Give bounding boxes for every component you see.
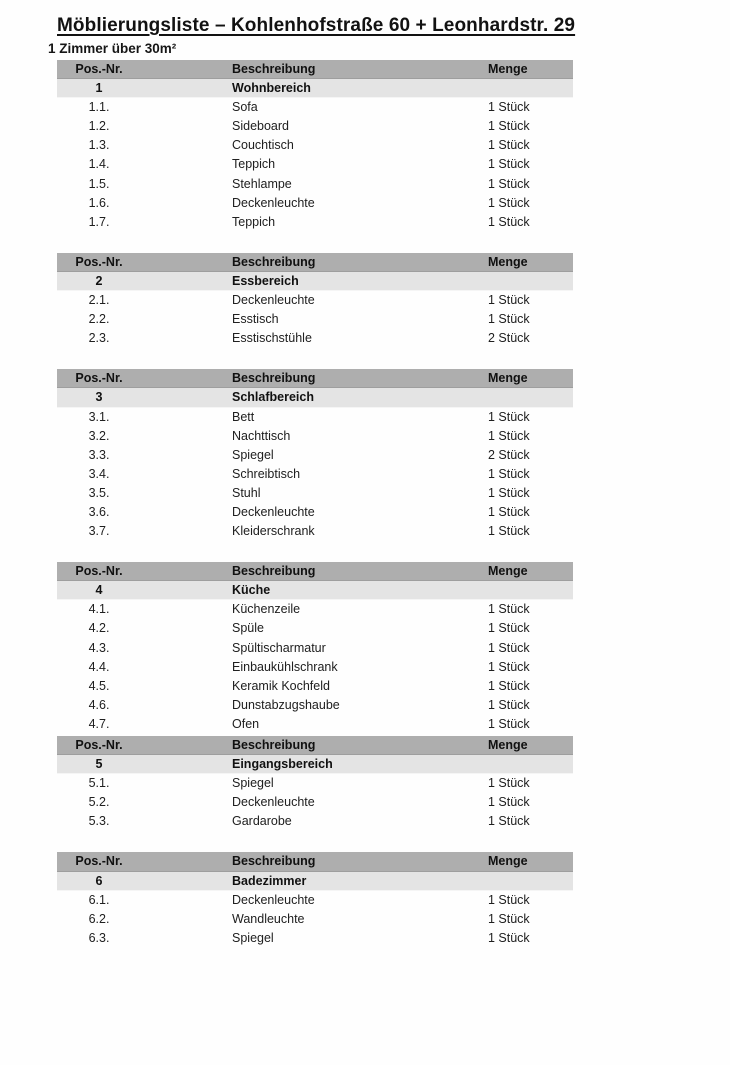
table-row bbox=[57, 929, 573, 948]
item-quantity: 1 Stück bbox=[488, 119, 530, 134]
item-quantity: 1 Stück bbox=[488, 659, 530, 674]
item-pos-nr: 3.7. bbox=[88, 524, 110, 539]
item-pos-nr: 1.6. bbox=[88, 195, 110, 210]
section-number: 4 bbox=[95, 583, 103, 598]
item-pos-nr: 6.1. bbox=[88, 892, 110, 907]
column-header-menge: Menge bbox=[488, 254, 528, 269]
section-number: 2 bbox=[95, 273, 103, 288]
item-pos-nr: 5.2. bbox=[88, 795, 110, 810]
table-row bbox=[57, 600, 573, 619]
table-header-row bbox=[57, 369, 573, 388]
item-pos-nr: 1.7. bbox=[88, 214, 110, 229]
item-pos-nr: 5.1. bbox=[88, 776, 110, 791]
item-description: Dunstabzugshaube bbox=[232, 697, 340, 712]
item-quantity: 1 Stück bbox=[488, 100, 530, 115]
item-pos-nr: 4.7. bbox=[88, 716, 110, 731]
column-header-pos-nr: Pos.-Nr. bbox=[75, 564, 123, 579]
table-row bbox=[57, 194, 573, 213]
section-items bbox=[0, 291, 730, 348]
section-name: Wohnbereich bbox=[232, 81, 311, 96]
column-header-pos-nr: Pos.-Nr. bbox=[75, 371, 123, 386]
table-row bbox=[57, 677, 573, 696]
table-row bbox=[57, 891, 573, 910]
item-pos-nr: 2.1. bbox=[88, 293, 110, 308]
furnishing-list bbox=[0, 60, 730, 948]
column-header-menge: Menge bbox=[488, 62, 528, 76]
item-pos-nr: 1.2. bbox=[88, 119, 110, 134]
table-header-row bbox=[57, 60, 573, 79]
item-quantity: 1 Stück bbox=[488, 409, 530, 424]
section-name: Schlafbereich bbox=[232, 390, 314, 405]
item-quantity: 1 Stück bbox=[488, 485, 530, 500]
table-row bbox=[57, 291, 573, 310]
item-pos-nr: 4.6. bbox=[88, 697, 110, 712]
table-row bbox=[57, 465, 573, 484]
item-quantity: 1 Stück bbox=[488, 814, 530, 829]
section-qty-blank bbox=[488, 388, 573, 407]
item-description: Deckenleuchte bbox=[232, 795, 315, 810]
table-row bbox=[57, 910, 573, 929]
item-pos-nr: 6.2. bbox=[88, 911, 110, 926]
item-pos-nr: 4.3. bbox=[88, 640, 110, 655]
section-header-row bbox=[57, 755, 573, 774]
item-pos-nr: 2.3. bbox=[88, 331, 110, 346]
section-qty-blank bbox=[488, 581, 573, 600]
item-pos-nr: 3.2. bbox=[88, 428, 110, 443]
column-header-pos-nr: Pos.-Nr. bbox=[75, 62, 123, 76]
table-row bbox=[57, 310, 573, 329]
item-pos-nr: 3.4. bbox=[88, 466, 110, 481]
section-name: Eingangsbereich bbox=[232, 757, 333, 772]
table-header-row bbox=[57, 253, 573, 272]
section-header-row bbox=[57, 388, 573, 407]
section-qty-blank bbox=[488, 272, 573, 291]
column-header-pos-nr: Pos.-Nr. bbox=[75, 254, 123, 269]
table-row bbox=[57, 329, 573, 348]
table-row bbox=[57, 427, 573, 446]
item-pos-nr: 6.3. bbox=[88, 930, 110, 945]
item-description: Wandleuchte bbox=[232, 911, 305, 926]
item-pos-nr: 1.5. bbox=[88, 176, 110, 191]
item-quantity: 1 Stück bbox=[488, 504, 530, 519]
item-description: Sideboard bbox=[232, 119, 289, 134]
table-row bbox=[57, 639, 573, 658]
section-items bbox=[0, 98, 730, 232]
item-description: Teppich bbox=[232, 214, 276, 229]
item-quantity: 1 Stück bbox=[488, 293, 530, 308]
table-row bbox=[57, 213, 573, 232]
column-header-menge: Menge bbox=[488, 854, 528, 869]
item-quantity: 1 Stück bbox=[488, 466, 530, 481]
item-description: Stehlampe bbox=[232, 176, 292, 191]
item-description: Ofen bbox=[232, 716, 260, 731]
table-row bbox=[57, 136, 573, 155]
section-items bbox=[0, 891, 730, 948]
item-description: Spüle bbox=[232, 621, 264, 636]
section-number: 1 bbox=[95, 81, 103, 96]
table-row bbox=[57, 715, 573, 734]
item-description: Deckenleuchte bbox=[232, 195, 315, 210]
table-row bbox=[57, 98, 573, 117]
item-quantity: 1 Stück bbox=[488, 138, 530, 153]
item-description: Spiegel bbox=[232, 930, 274, 945]
item-pos-nr: 4.5. bbox=[88, 678, 110, 693]
item-description: Gardarobe bbox=[232, 814, 292, 829]
item-quantity: 1 Stück bbox=[488, 157, 530, 172]
item-quantity: 1 Stück bbox=[488, 640, 530, 655]
section-header-row bbox=[57, 872, 573, 891]
item-quantity: 1 Stück bbox=[488, 930, 530, 945]
item-quantity: 1 Stück bbox=[488, 892, 530, 907]
item-quantity: 2 Stück bbox=[488, 447, 530, 462]
column-header-menge: Menge bbox=[488, 564, 528, 579]
item-quantity: 1 Stück bbox=[488, 312, 530, 327]
page-subtitle: 1 Zimmer über 30m² bbox=[48, 41, 177, 56]
section-qty-blank bbox=[488, 872, 573, 891]
item-pos-nr: 2.2. bbox=[88, 312, 110, 327]
item-description: Schreibtisch bbox=[232, 466, 301, 481]
section-name: Küche bbox=[232, 583, 271, 598]
section-number: 5 bbox=[95, 757, 103, 772]
item-quantity: 2 Stück bbox=[488, 331, 530, 346]
item-pos-nr: 1.4. bbox=[88, 157, 110, 172]
section-header-row bbox=[57, 581, 573, 600]
column-header-menge: Menge bbox=[488, 738, 528, 752]
section-table bbox=[0, 562, 730, 734]
section-items bbox=[0, 600, 730, 734]
section-table bbox=[0, 736, 730, 831]
column-header-pos-nr: Pos.-Nr. bbox=[75, 738, 123, 752]
column-header-beschreibung: Beschreibung bbox=[232, 371, 316, 386]
section-items bbox=[0, 408, 730, 542]
section-table bbox=[0, 369, 730, 541]
column-header-beschreibung: Beschreibung bbox=[232, 738, 316, 752]
item-description: Bett bbox=[232, 409, 255, 424]
column-header-pos-nr: Pos.-Nr. bbox=[75, 854, 123, 869]
item-description: Spültischarmatur bbox=[232, 640, 326, 655]
section-table bbox=[0, 253, 730, 348]
item-description: Sofa bbox=[232, 100, 258, 115]
column-header-beschreibung: Beschreibung bbox=[232, 62, 316, 76]
item-description: Kleiderschrank bbox=[232, 524, 315, 539]
section-name: Essbereich bbox=[232, 273, 299, 288]
item-description: Keramik Kochfeld bbox=[232, 678, 330, 693]
item-description: Küchenzeile bbox=[232, 602, 301, 617]
section-items bbox=[0, 774, 730, 831]
item-quantity: 1 Stück bbox=[488, 697, 530, 712]
item-quantity: 1 Stück bbox=[488, 911, 530, 926]
item-pos-nr: 4.1. bbox=[88, 602, 110, 617]
item-quantity: 1 Stück bbox=[488, 214, 530, 229]
table-row bbox=[57, 696, 573, 715]
item-pos-nr: 4.4. bbox=[88, 659, 110, 674]
item-quantity: 1 Stück bbox=[488, 524, 530, 539]
item-quantity: 1 Stück bbox=[488, 716, 530, 731]
table-header-row bbox=[57, 562, 573, 581]
item-description: Deckenleuchte bbox=[232, 504, 315, 519]
table-row bbox=[57, 503, 573, 522]
item-quantity: 1 Stück bbox=[488, 776, 530, 791]
item-description: Einbaukühlschrank bbox=[232, 659, 338, 674]
section-table bbox=[0, 60, 730, 232]
column-header-beschreibung: Beschreibung bbox=[232, 254, 316, 269]
item-pos-nr: 3.5. bbox=[88, 485, 110, 500]
section-name: Badezimmer bbox=[232, 873, 307, 888]
table-row bbox=[57, 793, 573, 812]
item-quantity: 1 Stück bbox=[488, 428, 530, 443]
item-description: Spiegel bbox=[232, 447, 274, 462]
item-pos-nr: 3.1. bbox=[88, 409, 110, 424]
item-quantity: 1 Stück bbox=[488, 795, 530, 810]
section-qty-blank bbox=[488, 79, 573, 98]
section-header-row bbox=[57, 79, 573, 98]
item-description: Esstisch bbox=[232, 312, 279, 327]
section-number: 3 bbox=[95, 390, 103, 405]
item-pos-nr: 5.3. bbox=[88, 814, 110, 829]
column-header-menge: Menge bbox=[488, 371, 528, 386]
table-row bbox=[57, 522, 573, 541]
item-description: Nachttisch bbox=[232, 428, 291, 443]
item-description: Teppich bbox=[232, 157, 276, 172]
item-pos-nr: 3.6. bbox=[88, 504, 110, 519]
table-row bbox=[57, 658, 573, 677]
column-header-beschreibung: Beschreibung bbox=[232, 854, 316, 869]
item-pos-nr: 3.3. bbox=[88, 447, 110, 462]
item-pos-nr: 1.1. bbox=[88, 100, 110, 115]
item-description: Spiegel bbox=[232, 776, 274, 791]
section-header-row bbox=[57, 272, 573, 291]
page-title: Möblierungsliste – Kohlenhofstraße 60 + Leonhardstr. 29 bbox=[57, 15, 576, 36]
table-row bbox=[57, 812, 573, 831]
item-pos-nr: 4.2. bbox=[88, 621, 110, 636]
item-description: Couchtisch bbox=[232, 138, 294, 153]
table-row bbox=[57, 408, 573, 427]
item-quantity: 1 Stück bbox=[488, 621, 530, 636]
table-row bbox=[57, 175, 573, 194]
item-quantity: 1 Stück bbox=[488, 176, 530, 191]
section-qty-blank bbox=[488, 755, 573, 774]
item-quantity: 1 Stück bbox=[488, 678, 530, 693]
table-row bbox=[57, 484, 573, 503]
item-description: Esstischstühle bbox=[232, 331, 312, 346]
table-row bbox=[57, 446, 573, 465]
item-description: Deckenleuchte bbox=[232, 293, 315, 308]
table-header-row bbox=[57, 852, 573, 871]
table-row bbox=[57, 117, 573, 136]
item-description: Deckenleuchte bbox=[232, 892, 315, 907]
column-header-beschreibung: Beschreibung bbox=[232, 564, 316, 579]
item-quantity: 1 Stück bbox=[488, 195, 530, 210]
table-row bbox=[57, 619, 573, 638]
item-quantity: 1 Stück bbox=[488, 602, 530, 617]
section-table bbox=[0, 852, 730, 947]
item-description: Stuhl bbox=[232, 485, 261, 500]
table-row bbox=[57, 155, 573, 174]
table-row bbox=[57, 774, 573, 793]
table-header-row bbox=[57, 736, 573, 755]
section-number: 6 bbox=[95, 873, 103, 888]
item-pos-nr: 1.3. bbox=[88, 138, 110, 153]
